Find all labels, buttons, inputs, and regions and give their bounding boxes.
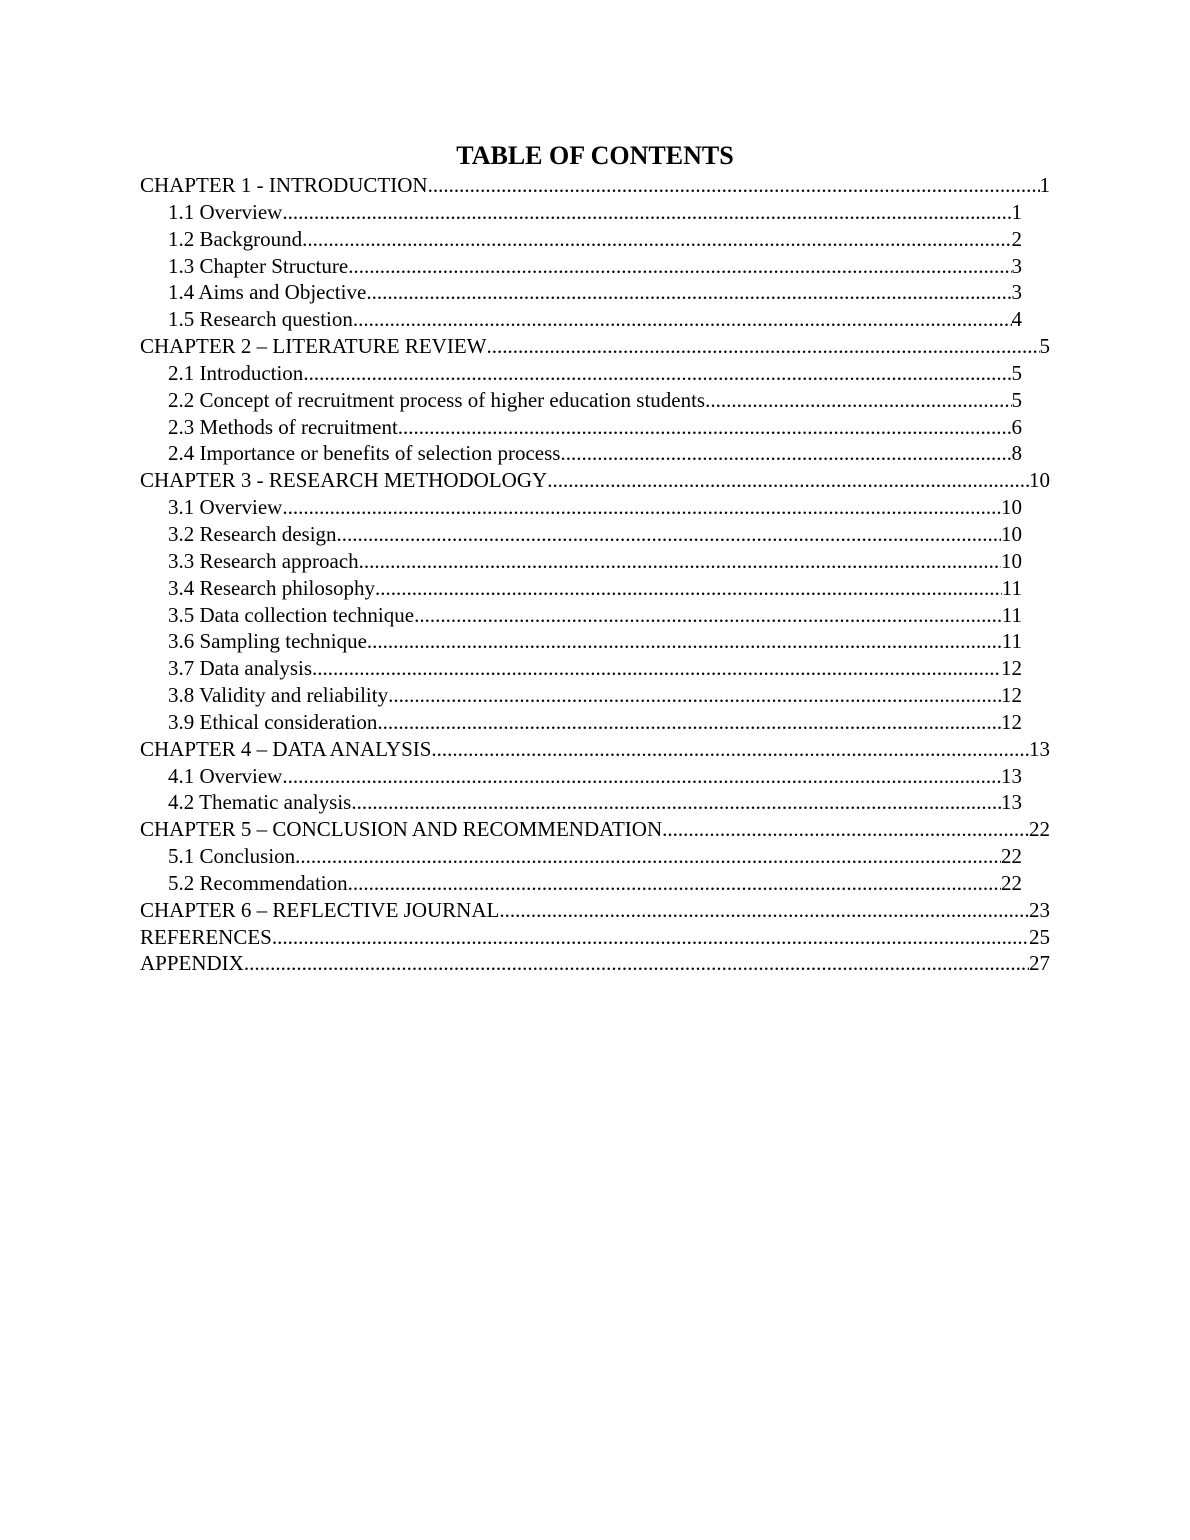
- toc-entry-label: 5.2 Recommendation: [168, 870, 348, 895]
- toc-entry-page-number: 5: [1011, 387, 1022, 412]
- toc-leader-dots: [705, 387, 1011, 413]
- toc-entry[interactable]: [140, 467, 1050, 494]
- toc-entry-page-number: 22: [1001, 844, 1022, 869]
- toc-leader-dots: [398, 414, 1012, 440]
- toc-leader-dots: [428, 172, 1040, 198]
- toc-entry-label: CHAPTER 6 – REFLECTIVE JOURNAL: [140, 897, 500, 922]
- toc-entry-page-number: 25: [1029, 924, 1050, 949]
- toc-entry-label: 2.2 Concept of recruitment process of higher education students: [168, 387, 706, 412]
- toc-entry-page-number: 5: [1011, 360, 1022, 385]
- toc-entry[interactable]: [140, 709, 1022, 736]
- toc-entry-page-number: 4: [1011, 307, 1022, 332]
- toc-entry[interactable]: [140, 736, 1050, 763]
- toc-entry[interactable]: [140, 333, 1050, 360]
- toc-leader-dots: [295, 843, 1001, 869]
- toc-entry-page-number: 23: [1029, 897, 1050, 922]
- toc-entry-label: CHAPTER 5 – CONCLUSION AND RECOMMENDATION: [140, 817, 663, 842]
- toc-entry[interactable]: [140, 950, 1050, 977]
- toc-entry-label: 3.9 Ethical consideration: [168, 709, 378, 734]
- toc-entry-page-number: 22: [1001, 870, 1022, 895]
- toc-entry-label: 3.5 Data collection technique: [168, 602, 415, 627]
- toc-entry-page-number: 22: [1029, 817, 1050, 842]
- toc-leader-dots: [282, 494, 1001, 520]
- toc-entry-page-number: 10: [1001, 548, 1022, 573]
- toc-entry-label: 2.1 Introduction: [168, 360, 304, 385]
- toc-entry[interactable]: [140, 387, 1022, 414]
- toc-leader-dots: [353, 306, 1012, 332]
- toc-leader-dots: [547, 467, 1029, 493]
- toc-entry-label: 4.1 Overview: [168, 763, 283, 788]
- toc-entry[interactable]: [140, 172, 1050, 199]
- toc-entry-label: 1.5 Research question: [168, 307, 353, 332]
- toc-entry-page-number: 13: [1001, 763, 1022, 788]
- toc-entry-page-number: 6: [1011, 414, 1022, 439]
- toc-entry[interactable]: [140, 414, 1022, 441]
- toc-entry-label: REFERENCES: [140, 924, 272, 949]
- toc-entry[interactable]: [140, 548, 1022, 575]
- toc-entry[interactable]: [140, 494, 1022, 521]
- toc-leader-dots: [359, 548, 1001, 574]
- toc-entry-label: 2.3 Methods of recruitment: [168, 414, 398, 439]
- toc-entry-label: 2.4 Importance or benefits of selection process: [168, 441, 561, 466]
- toc-entry[interactable]: [140, 870, 1022, 897]
- toc-entry-page-number: 12: [1001, 656, 1022, 681]
- toc-entry[interactable]: [140, 199, 1022, 226]
- toc-entry-page-number: 11: [1001, 575, 1022, 600]
- toc-entry-page-number: 10: [1001, 521, 1022, 546]
- toc-entry-label: CHAPTER 2 – LITERATURE REVIEW: [140, 334, 487, 359]
- toc-leader-dots: [560, 440, 1011, 466]
- toc-entry-page-number: 5: [1039, 334, 1050, 359]
- toc-entry-page-number: 8: [1011, 441, 1022, 466]
- toc-entry-label: 3.7 Data analysis: [168, 656, 313, 681]
- toc-entry-page-number: 12: [1001, 709, 1022, 734]
- toc-entry-label: 3.8 Validity and reliability: [168, 683, 389, 708]
- toc-entry-page-number: 11: [1001, 629, 1022, 654]
- toc-leader-dots: [337, 521, 1001, 547]
- toc-entry[interactable]: [140, 816, 1050, 843]
- toc-entry-page-number: 3: [1011, 253, 1022, 278]
- toc-leader-dots: [662, 816, 1029, 842]
- toc-entry-label: APPENDIX: [140, 951, 244, 976]
- toc-leader-dots: [351, 789, 1001, 815]
- toc-leader-dots: [312, 655, 1001, 681]
- toc-entry[interactable]: [140, 360, 1022, 387]
- toc-entry[interactable]: [140, 682, 1022, 709]
- toc-entry-page-number: 1: [1011, 199, 1022, 224]
- toc-entry-label: 5.1 Conclusion: [168, 844, 296, 869]
- toc-entry[interactable]: [140, 440, 1022, 467]
- toc-entry-label: 3.1 Overview: [168, 495, 283, 520]
- toc-entry-page-number: 11: [1001, 602, 1022, 627]
- toc-entry-page-number: 12: [1001, 683, 1022, 708]
- toc-entry[interactable]: [140, 306, 1022, 333]
- toc-entry-page-number: 3: [1011, 280, 1022, 305]
- toc-entry-page-number: 13: [1029, 736, 1050, 761]
- toc-leader-dots: [375, 575, 1002, 601]
- toc-leader-dots: [272, 924, 1029, 950]
- toc-entry-label: 1.2 Background: [168, 226, 303, 251]
- toc-leader-dots: [282, 763, 1001, 789]
- toc-list: [140, 172, 1050, 977]
- toc-leader-dots: [414, 602, 1002, 628]
- toc-leader-dots: [388, 682, 1001, 708]
- toc-leader-dots: [348, 870, 1001, 896]
- toc-leader-dots: [302, 226, 1011, 252]
- toc-entry[interactable]: [140, 763, 1022, 790]
- toc-entry-label: 1.3 Chapter Structure: [168, 253, 349, 278]
- toc-leader-dots: [367, 628, 1002, 654]
- toc-entry[interactable]: [140, 843, 1022, 870]
- toc-title: TABLE OF CONTENTS: [456, 141, 734, 170]
- toc-entry-label: 1.4 Aims and Objective: [168, 280, 367, 305]
- toc-entry[interactable]: [140, 628, 1022, 655]
- toc-entry-label: 3.2 Research design: [168, 521, 337, 546]
- toc-leader-dots: [377, 709, 1001, 735]
- toc-leader-dots: [499, 897, 1029, 923]
- toc-entry-label: CHAPTER 1 - INTRODUCTION: [140, 173, 428, 197]
- toc-entry[interactable]: [140, 279, 1022, 306]
- toc-leader-dots: [244, 950, 1029, 976]
- toc-leader-dots: [431, 736, 1029, 762]
- toc-leader-dots: [282, 199, 1011, 225]
- toc-entry[interactable]: [140, 226, 1022, 253]
- toc-entry-page-number: 13: [1001, 790, 1022, 815]
- toc-entry[interactable]: [140, 655, 1022, 682]
- toc-entry-page-number: 27: [1029, 951, 1050, 976]
- toc-entry-label: CHAPTER 4 – DATA ANALYSIS: [140, 736, 432, 761]
- toc-entry[interactable]: [140, 897, 1050, 924]
- toc-entry[interactable]: [140, 789, 1022, 816]
- toc-entry-label: 3.6 Sampling technique: [168, 629, 367, 654]
- toc-entry-label: 3.4 Research philosophy: [168, 575, 376, 600]
- toc-leader-dots: [303, 360, 1011, 386]
- toc-entry-page-number: 10: [1001, 495, 1022, 520]
- toc-entry-label: 4.2 Thematic analysis: [168, 790, 352, 815]
- toc-entry[interactable]: [140, 521, 1022, 548]
- toc-entry[interactable]: [140, 602, 1022, 629]
- toc-entry[interactable]: [140, 924, 1050, 951]
- toc-entry[interactable]: [140, 253, 1022, 280]
- toc-leader-dots: [486, 333, 1039, 359]
- toc-leader-dots: [348, 253, 1011, 279]
- toc-entry-page-number: 10: [1029, 468, 1050, 493]
- toc-entry-label: 3.3 Research approach: [168, 548, 359, 573]
- toc-entry[interactable]: [140, 575, 1022, 602]
- toc-entry-page-number: 2: [1011, 226, 1022, 251]
- toc-leader-dots: [366, 279, 1011, 305]
- toc-entry-label: 1.1 Overview: [168, 199, 283, 224]
- toc-entry-label: CHAPTER 3 - RESEARCH METHODOLOGY: [140, 468, 548, 493]
- toc-entry-page-number: 1: [1039, 173, 1050, 197]
